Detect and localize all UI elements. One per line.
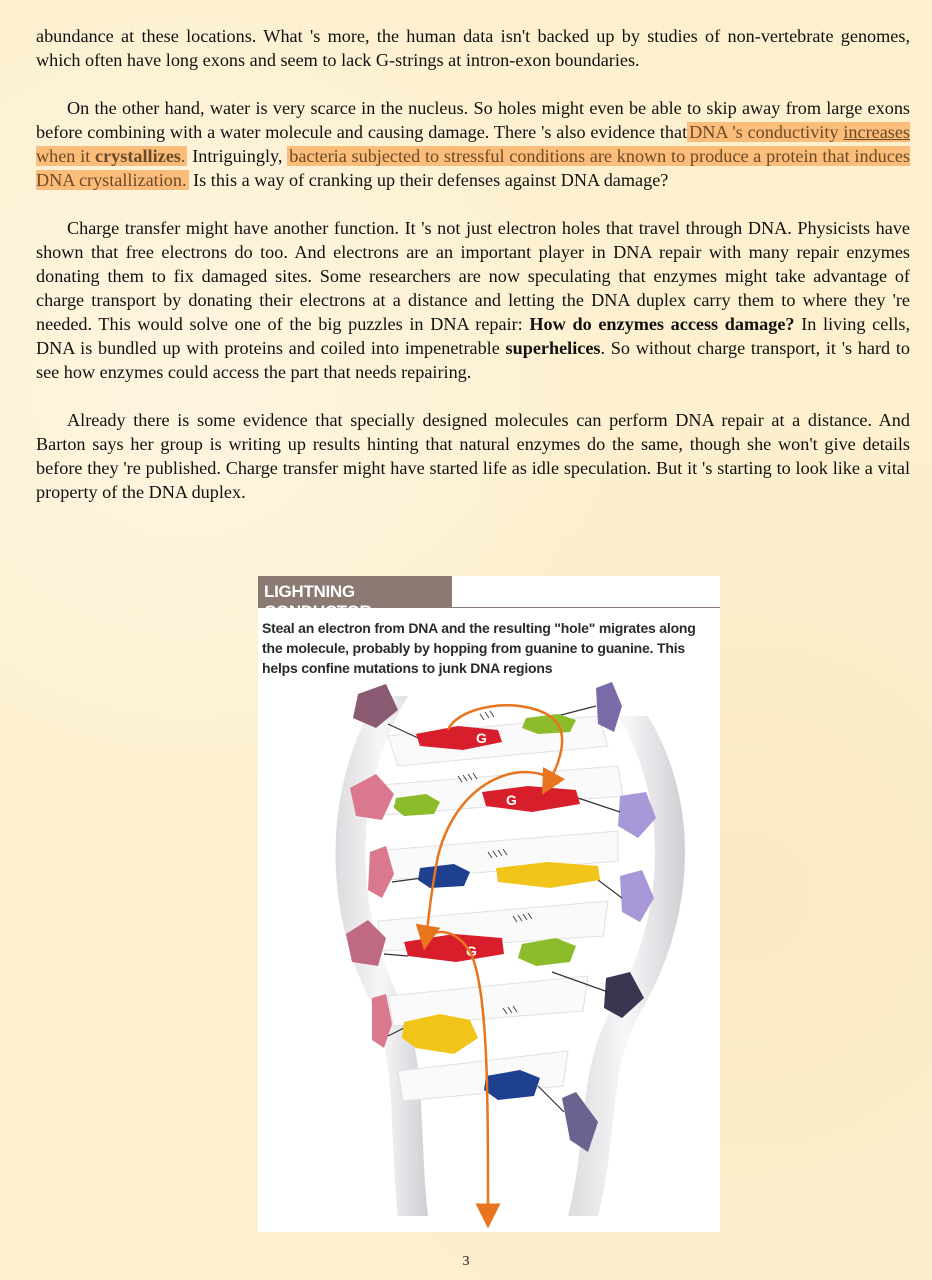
paragraph-3-intro: Charge transfer might have another function. It 's not just electron holes that travel through DNA. Physicists have shown that free electrons do too. And electrons are an important player in DNA repair with many repair enzymes donating them to fix damaged sites. Some researchers are now speculating that enzymes might take advantage of charge transport by donating their electrons at a distance and letting the DNA duplex carry them to where they 're needed. This would solve one of the big puzzles in DNA repair: (36, 218, 910, 334)
paragraph-2-intro: On the other hand, water is very scarce in the nucleus. So holes might even be able to skip away from large exons before combining with a water molecule and causing damage. There 's also evidence that (36, 98, 910, 142)
paragraph-3-middle: In living cells, DNA is bundled up with proteins and coiled into impenetrable (36, 314, 911, 358)
highlight-bacteria: bacteria subjected to stressful conditions are known to produce a protein that induces DNA crystallization. (36, 146, 910, 190)
paragraph-4: Already there is some evidence that specially designed molecules can perform DNA repair at a distance. And Barton says her group is writing up results hinting that natural enzymes do the same, though she won't give details before they 're published. Charge transfer might have started life as idle speculation. But it 's starting to look like a vital property of the DNA duplex. (36, 410, 910, 502)
dna-helix-illustration (258, 676, 720, 1232)
paragraph-1: abundance at these locations. What 's more, the human data isn't backed up by studies of non-vertebrate genomes, which often have long exons and seem to lack G-strings at intron-exon boundaries. (36, 26, 910, 70)
page-number: 3 (462, 1254, 470, 1269)
highlight-text: . (180, 146, 186, 166)
highlight-text: DNA 's conductivity (689, 122, 844, 142)
paragraph-2-end: Is this a way of cranking up their defenses against DNA damage? (188, 170, 669, 190)
paragraph-2-middle: Intriguingly, (187, 146, 288, 166)
guanine-label: G (506, 792, 517, 808)
bold-word-crystallizes: crystallizes (95, 146, 181, 166)
cytosine-base (522, 714, 576, 734)
figure-header: LIGHTNING CONDUCTOR (258, 576, 452, 608)
cytosine-base (518, 938, 576, 966)
highlight-text: when it (36, 146, 96, 166)
paragraph-3 (36, 216, 910, 384)
paragraph-3-end: . So without charge transport, it 's hard to see how enzymes could access the part that needs repairing. (36, 338, 910, 382)
figure-header-rule (452, 607, 720, 608)
figure-caption: Steal an electron from DNA and the resulting "hole" migrates along the molecule, probably by hopping from guanine to guanine. This helps confine mutations to junk DNA regions (262, 620, 696, 676)
bold-question: How do enzymes access damage? (529, 314, 795, 334)
underlined-word: increases (843, 122, 910, 142)
article-body (36, 24, 910, 528)
paragraph-2 (36, 96, 910, 192)
guanine-label: G (476, 730, 487, 746)
lightning-conductor-figure (258, 576, 720, 1232)
guanine-label: G (466, 943, 477, 959)
bold-word-superhelices: superhelices (505, 338, 601, 358)
